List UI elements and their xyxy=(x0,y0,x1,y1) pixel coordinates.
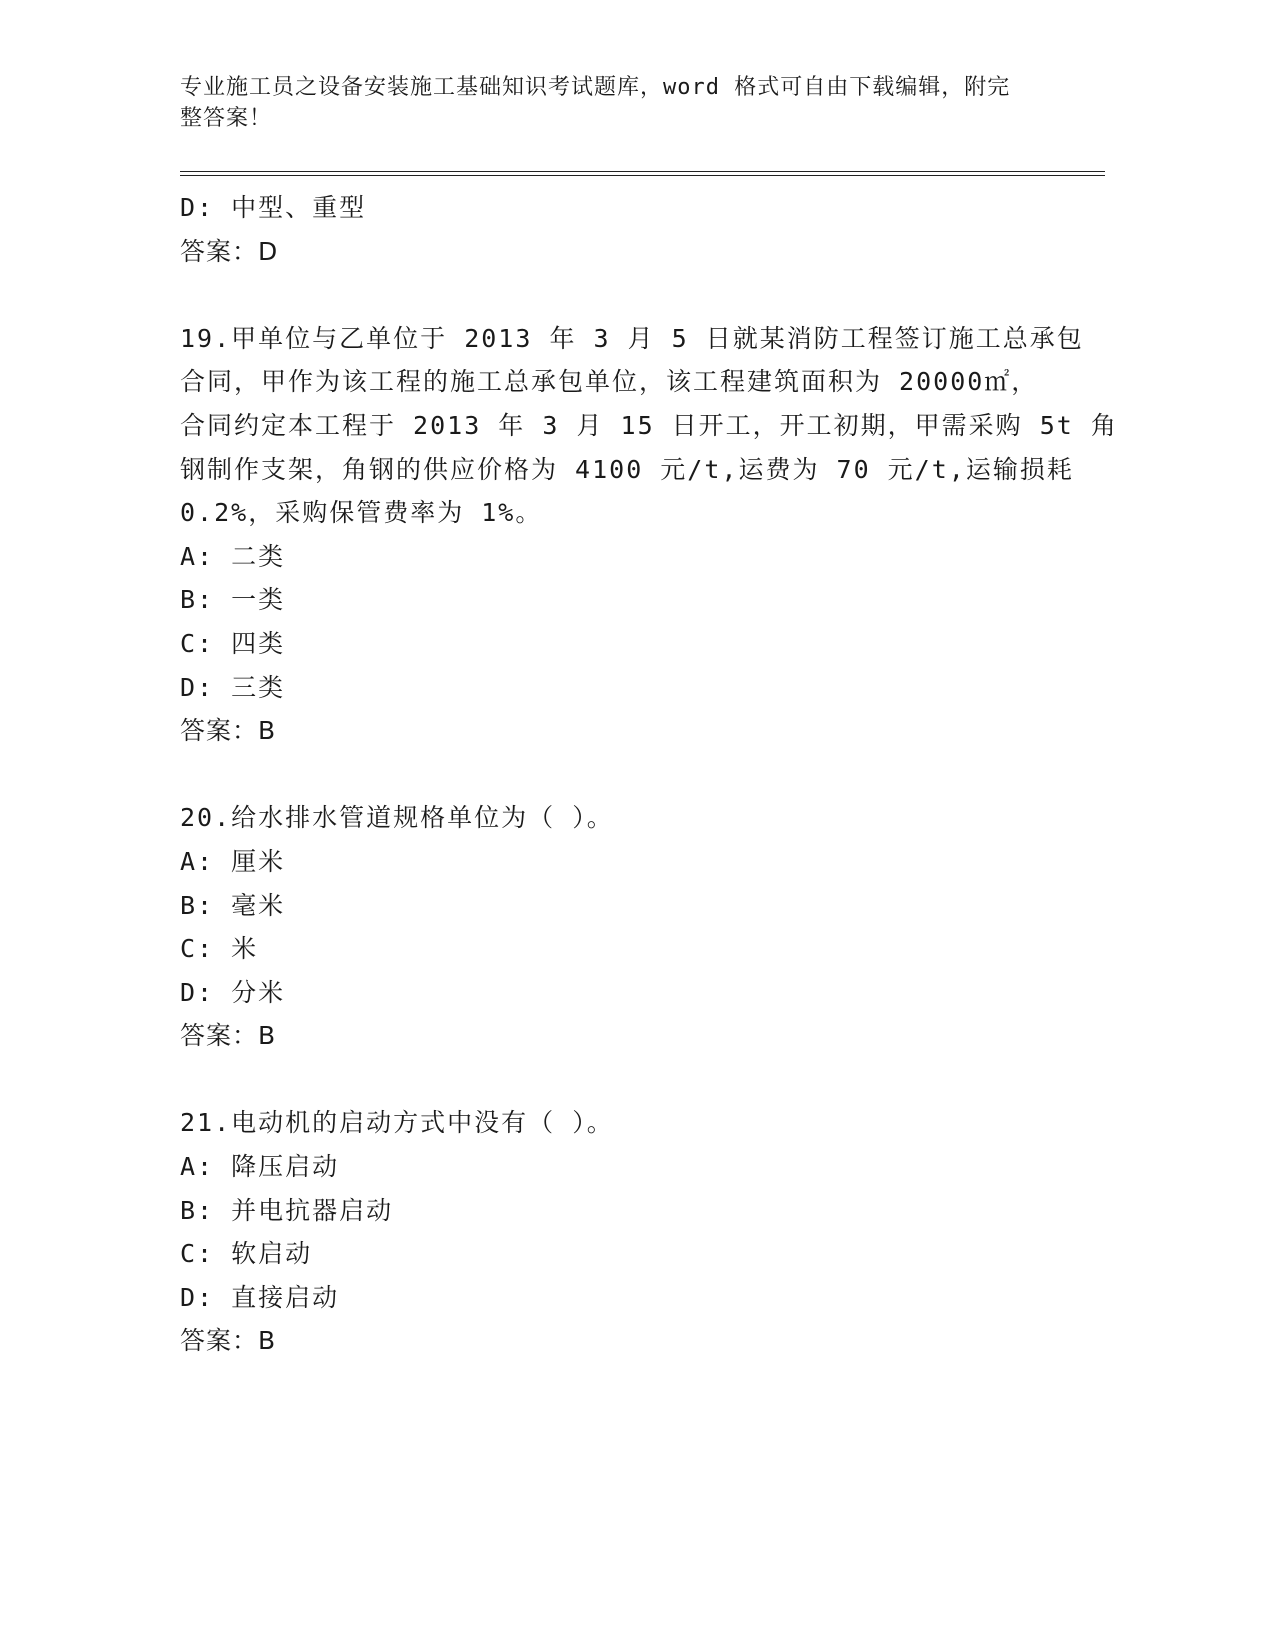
q19-stem-line-5: 0.2%，采购保管费率为 1%。 xyxy=(180,498,543,528)
q21-option-a: A: 降压启动 xyxy=(180,1152,340,1182)
header-divider-bottom xyxy=(180,175,1105,176)
spacer xyxy=(180,273,1040,317)
q21-stem: 21.电动机的启动方式中没有（ ）。 xyxy=(180,1108,614,1138)
q19-stem-line-1: 19.甲单位与乙单位于 2013 年 3 月 5 日就某消防工程签订施工总承包 xyxy=(180,323,1084,353)
q21-answer: 答案：B xyxy=(180,1326,277,1356)
q20-option-a: A: 厘米 xyxy=(180,846,286,876)
q19-stem-line-4: 钢制作支架，角钢的供应价格为 4100 元/t,运费为 70 元/t,运输损耗 xyxy=(180,454,1074,484)
q18-answer: 答案：D xyxy=(180,236,279,266)
spacer xyxy=(180,753,1040,797)
q18-option-d: D: 中型、重型 xyxy=(180,193,367,222)
q21-option-c: C: 软启动 xyxy=(180,1239,313,1269)
header-line-2: 整答案！ xyxy=(180,106,273,131)
q20-stem: 20.给水排水管道规格单位为（ ）。 xyxy=(180,803,614,833)
q19-option-c: C: 四类 xyxy=(180,628,286,658)
q19-option-a: A: 二类 xyxy=(180,541,286,571)
q21-option-b: B: 并电抗器启动 xyxy=(180,1195,394,1225)
q19-stem-line-3: 合同约定本工程于 2013 年 3 月 15 日开工，开工初期，甲需采购 5t 角 xyxy=(180,410,1118,440)
header-divider-top xyxy=(180,171,1105,172)
q20-option-c: C: 米 xyxy=(180,934,259,964)
q21-option-d: D: 直接启动 xyxy=(180,1282,340,1312)
q19-stem-line-2: 合同，甲作为该工程的施工总承包单位，该工程建筑面积为 20000㎡， xyxy=(180,367,1039,397)
spacer xyxy=(180,1058,1040,1102)
q20-option-d: D: 分米 xyxy=(180,977,286,1007)
q19-option-b: B: 一类 xyxy=(180,585,286,615)
header-line-1: 专业施工员之设备安装施工基础知识考试题库，word 格式可自由下载编辑，附完 xyxy=(180,75,1011,100)
q20-option-b: B: 毫米 xyxy=(180,890,286,920)
q20-answer: 答案：B xyxy=(180,1021,277,1051)
document-header xyxy=(180,72,1040,134)
q19-answer: 答案：B xyxy=(180,716,277,746)
q19-option-d: D: 三类 xyxy=(180,672,286,702)
question-content xyxy=(180,186,1118,1363)
